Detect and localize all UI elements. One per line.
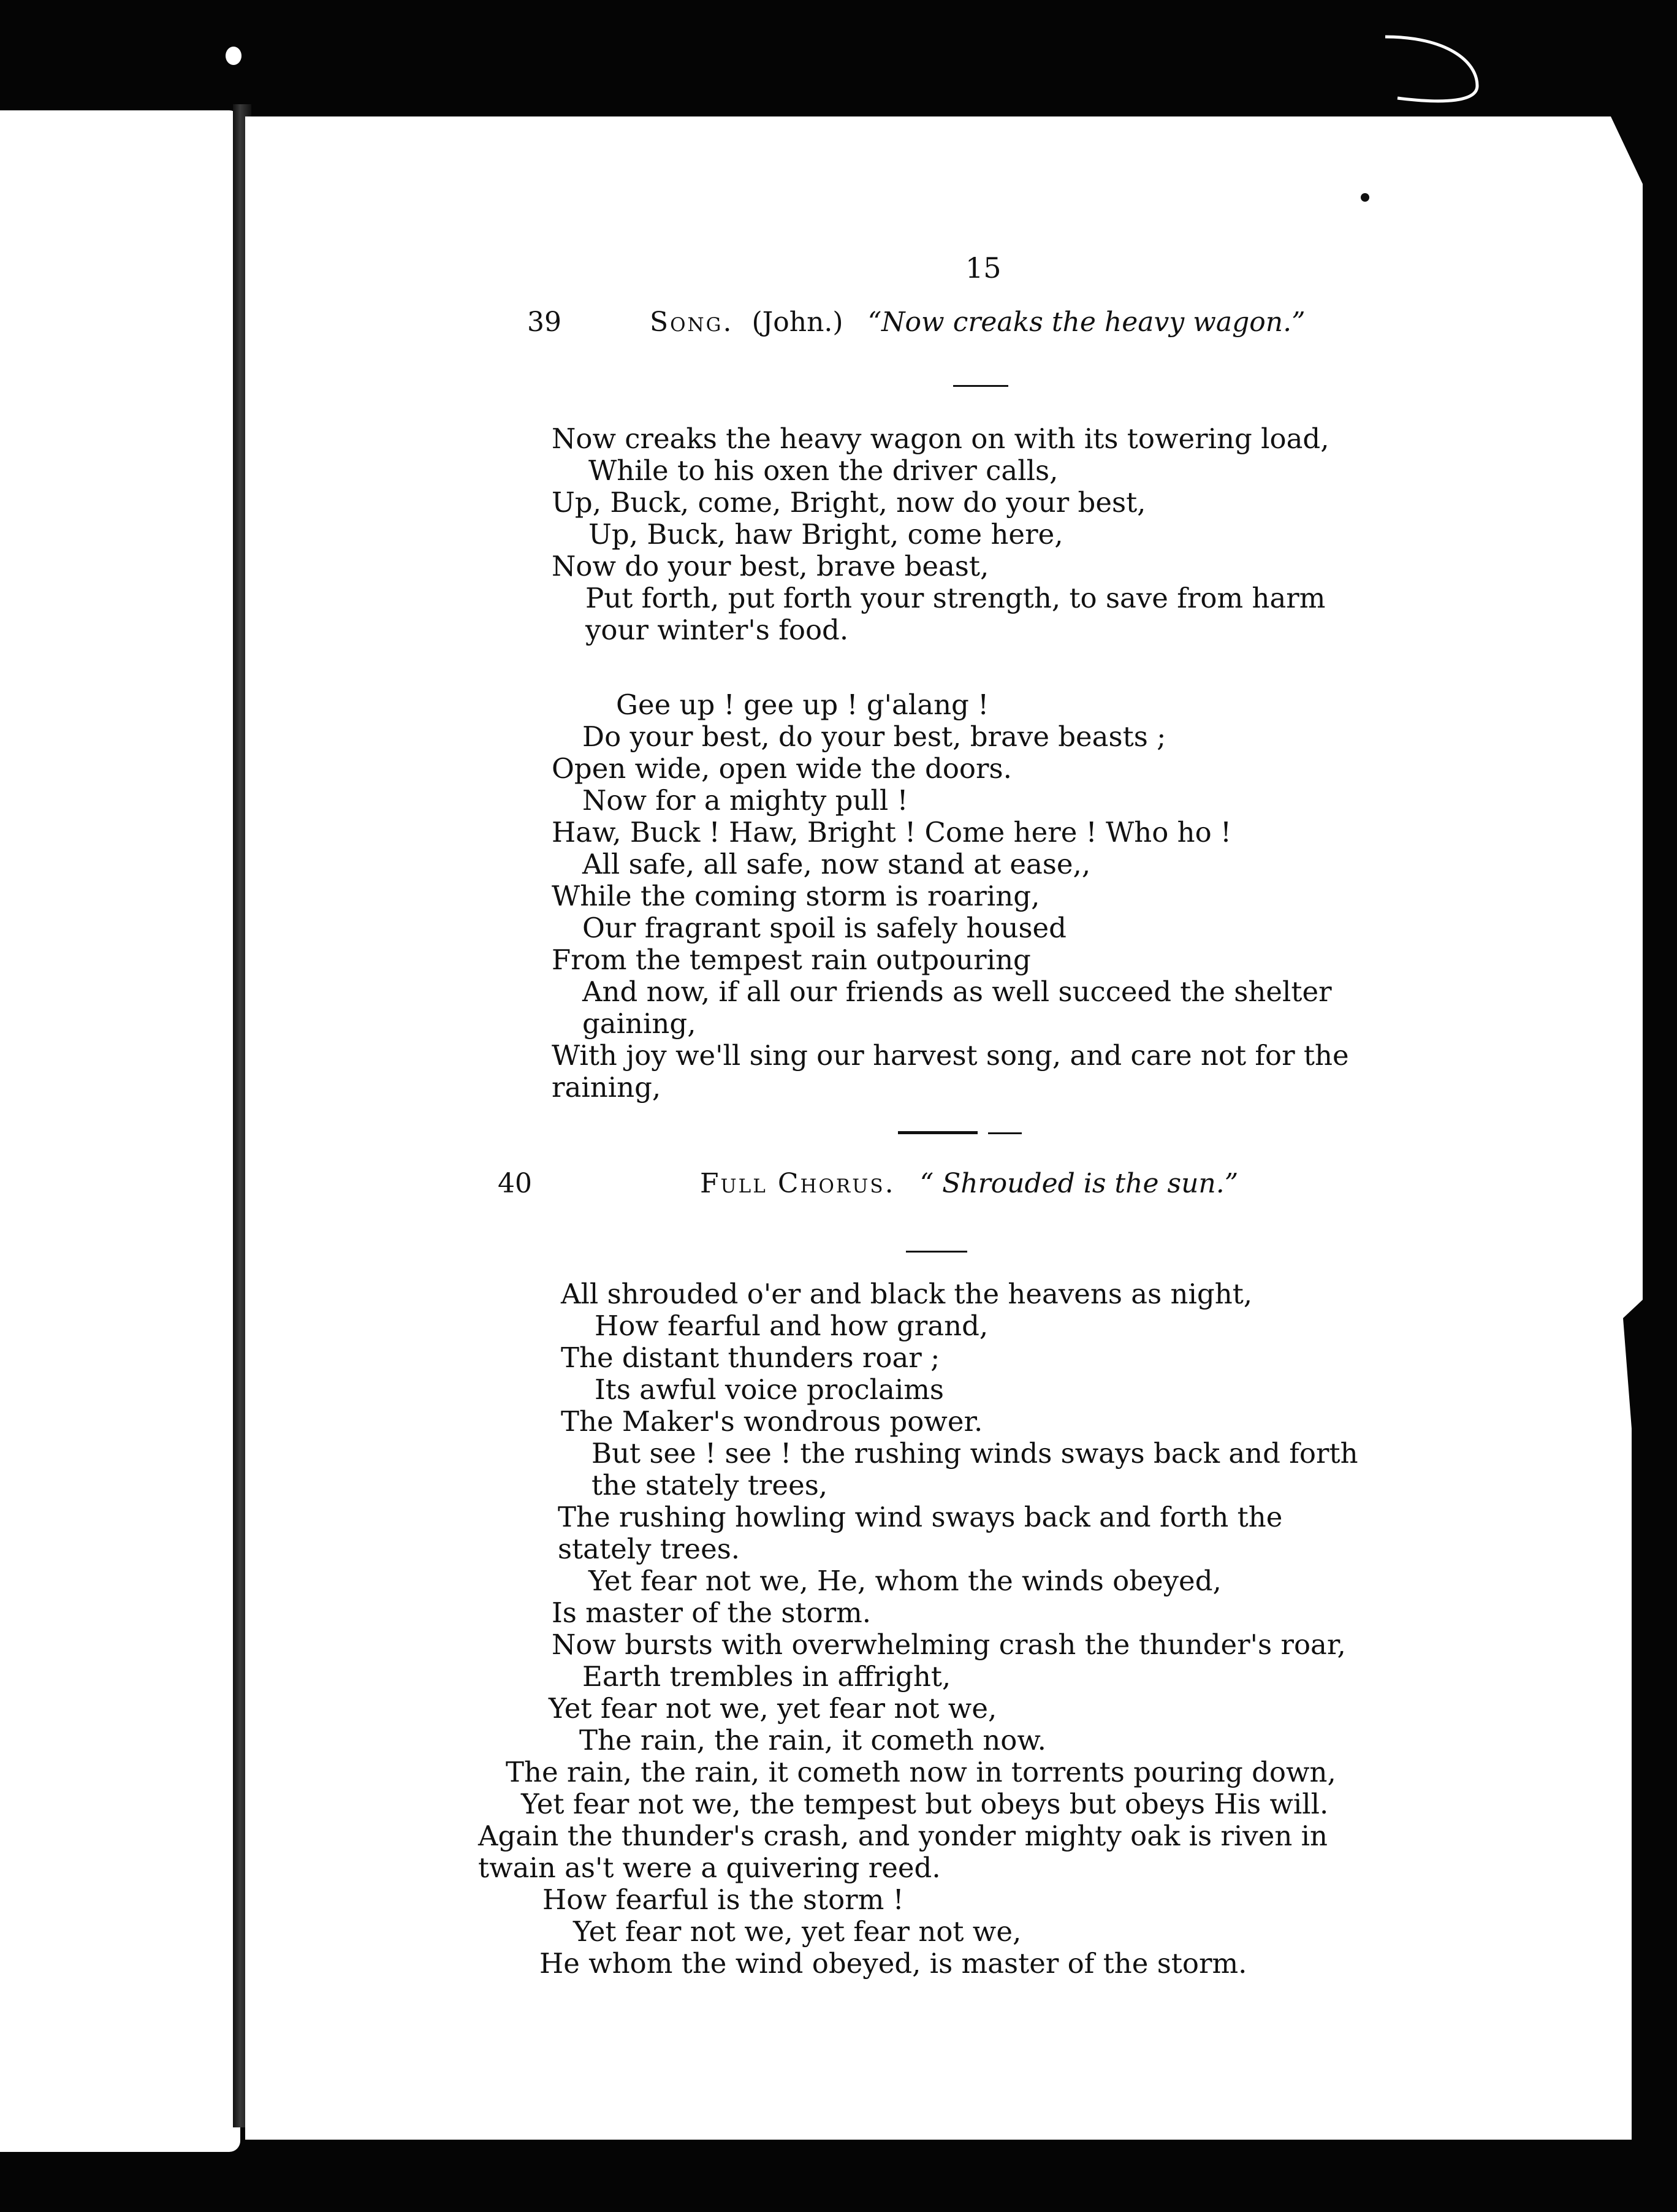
chorus-number: 40 bbox=[498, 1168, 532, 1199]
verse-line: All shrouded o'er and black the heavens as night, bbox=[561, 1278, 1253, 1310]
divider bbox=[988, 1132, 1022, 1134]
verse-line: Gee up ! gee up ! g'alang ! bbox=[616, 688, 989, 721]
verse-line: Do your best, do your best, brave beasts ; bbox=[582, 720, 1166, 753]
verse-line: Now for a mighty pull ! bbox=[582, 784, 908, 817]
verse-line: Yet fear not we, yet fear not we, bbox=[573, 1915, 1022, 1948]
verse-line: Now do your best, brave beast, bbox=[552, 550, 989, 582]
verse-line: Our fragrant spoil is safely housed bbox=[582, 912, 1067, 944]
chorus-verse bbox=[478, 1278, 1410, 1980]
verse-line: Its awful voice proclaims bbox=[595, 1373, 944, 1406]
verse-line: The rain, the rain, it cometh now in torrents pouring down, bbox=[506, 1756, 1336, 1788]
verse-line: Yet fear not we, the tempest but obeys but obeys His will. bbox=[521, 1788, 1329, 1820]
verse-line: Now creaks the heavy wagon on with its towering load, bbox=[552, 422, 1329, 455]
verse-line: And now, if all our friends as well succeed the shelter gaining, bbox=[582, 975, 1332, 1040]
chorus-heading bbox=[498, 1168, 1356, 1199]
chorus-label: Full Chorus. bbox=[700, 1168, 896, 1199]
verse-line: Is master of the storm. bbox=[552, 1596, 872, 1629]
song-title: “Now creaks the heavy wagon.” bbox=[867, 307, 1306, 338]
divider bbox=[953, 385, 1008, 387]
page-speck bbox=[1361, 193, 1369, 202]
verse-line: How fearful is the storm ! bbox=[542, 1883, 904, 1916]
left-page bbox=[0, 110, 240, 2152]
page-number: 15 bbox=[965, 251, 1002, 284]
scan-speck bbox=[226, 47, 241, 65]
verse-line: While the coming storm is roaring, bbox=[552, 880, 1040, 912]
divider bbox=[898, 1131, 978, 1134]
verse-line: From the tempest rain outpouring bbox=[552, 944, 1031, 976]
chorus-title: “ Shrouded is the sun.” bbox=[919, 1168, 1239, 1199]
divider bbox=[906, 1251, 967, 1253]
verse-line: Earth trembles in affright, bbox=[582, 1660, 951, 1693]
verse-line: He whom the wind obeyed, is master of the storm. bbox=[539, 1947, 1247, 1980]
verse-line: The rushing howling wind sways back and forth the stately trees. bbox=[558, 1501, 1283, 1565]
verse-line: Yet fear not we, yet fear not we, bbox=[549, 1692, 997, 1725]
verse-line: While to his oxen the driver calls, bbox=[588, 454, 1059, 487]
song-label: Song. bbox=[650, 307, 734, 338]
verse-line: The Maker's wondrous power. bbox=[561, 1405, 983, 1438]
verse-line: All safe, all safe, now stand at ease,, bbox=[582, 848, 1091, 880]
verse-line: But see ! see ! the rushing winds sways back and forth the stately trees, bbox=[591, 1437, 1358, 1501]
verse-line: The rain, the rain, it cometh now. bbox=[579, 1724, 1046, 1756]
verse-line: With joy we'll sing our harvest song, and care not for the raining, bbox=[552, 1039, 1349, 1104]
song-verse bbox=[552, 423, 1422, 1104]
verse-line: Up, Buck, haw Bright, come here, bbox=[588, 518, 1063, 551]
verse-line: Open wide, open wide the doors. bbox=[552, 752, 1012, 785]
verse-line: The distant thunders roar ; bbox=[561, 1341, 940, 1374]
verse-line: How fearful and how grand, bbox=[595, 1310, 989, 1342]
verse-line: Haw, Buck ! Haw, Bright ! Come here ! Who ho ! bbox=[552, 816, 1232, 849]
song-singer: (John.) bbox=[751, 307, 843, 338]
verse-line: Up, Buck, come, Bright, now do your best, bbox=[552, 486, 1146, 519]
verse-line: Put forth, put forth your strength, to save from harm your winter's food. bbox=[585, 582, 1326, 646]
scan-artifact-curl bbox=[1373, 25, 1496, 110]
song-heading bbox=[527, 307, 1361, 338]
verse-line: Again the thunder's crash, and yonder mighty oak is riven in twain as't were a quivering reed. bbox=[478, 1820, 1328, 1884]
verse-line: Now bursts with overwhelming crash the thunder's roar, bbox=[552, 1628, 1346, 1661]
song-number: 39 bbox=[527, 307, 561, 338]
verse-line: Yet fear not we, He, whom the winds obeyed, bbox=[588, 1565, 1222, 1597]
